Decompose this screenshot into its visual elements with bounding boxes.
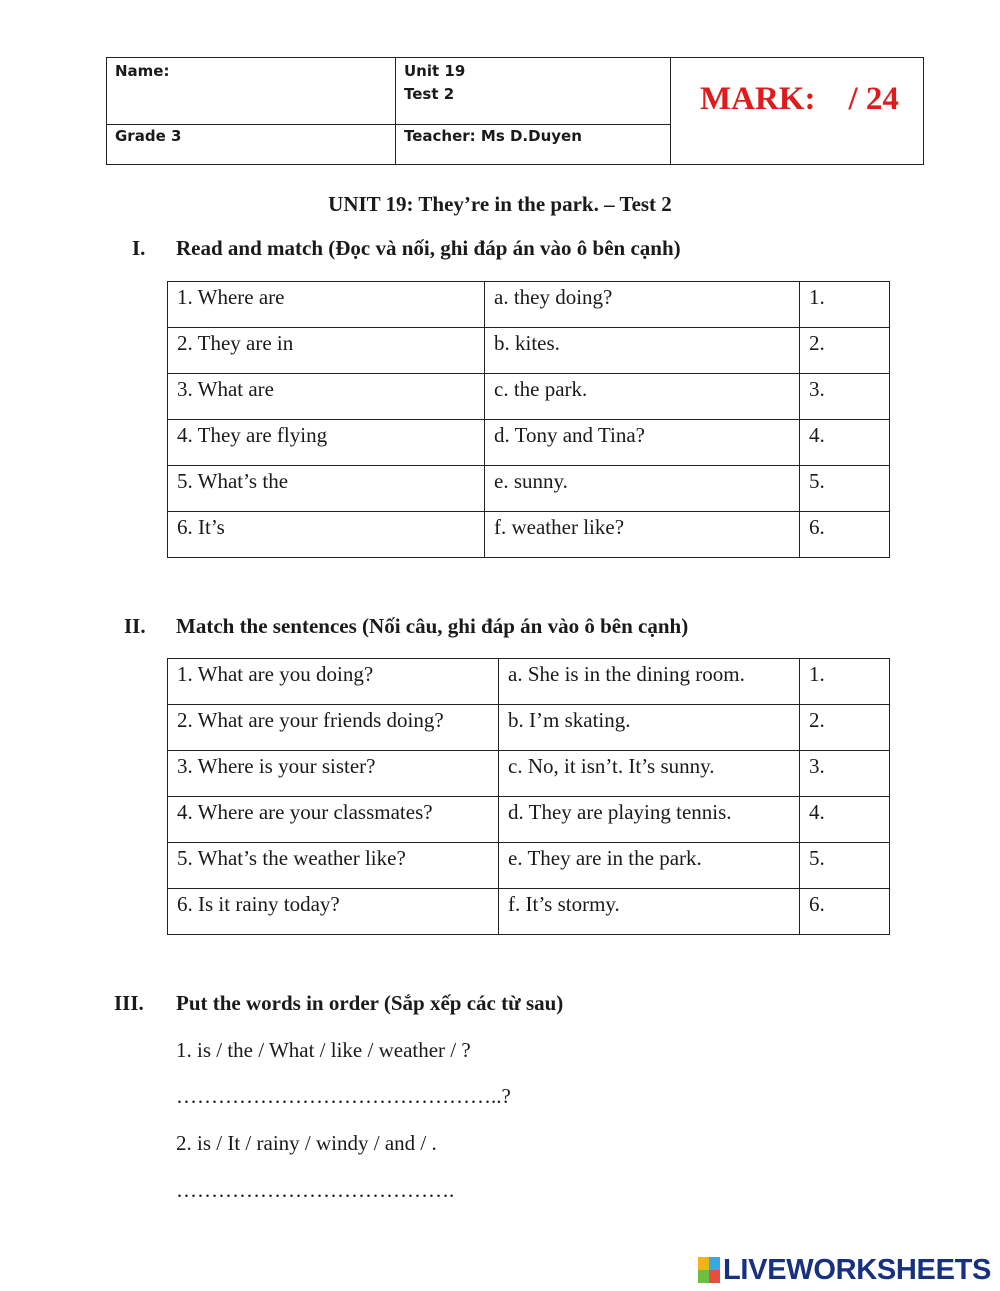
answer-cell[interactable]: 1. <box>800 659 890 705</box>
answer-cell[interactable]: 4. <box>800 797 890 843</box>
table-row <box>168 420 890 466</box>
prompt-cell: 5. What’s the <box>168 466 485 512</box>
prompt-cell: 1. Where are <box>168 282 485 328</box>
table-row <box>168 512 890 558</box>
table-row <box>168 843 890 889</box>
answer-cell[interactable]: 6. <box>800 889 890 935</box>
option-cell: d. Tony and Tina? <box>485 420 800 466</box>
option-cell: a. they doing? <box>485 282 800 328</box>
prompt-cell: 3. What are <box>168 374 485 420</box>
answer-cell[interactable]: 5. <box>800 843 890 889</box>
prompt-cell: 2. They are in <box>168 328 485 374</box>
answer-cell[interactable]: 3. <box>800 374 890 420</box>
unit-label: Unit 19 <box>404 62 466 80</box>
table-row <box>168 282 890 328</box>
order-prompt-1: 1. is / the / What / like / weather / ? <box>176 1038 471 1062</box>
order-answer-line-1[interactable]: ………………………………………..? <box>176 1084 511 1108</box>
table-row <box>168 466 890 512</box>
section1-number: I. <box>132 236 146 260</box>
grade-label: Grade 3 <box>115 127 182 145</box>
section3-title: Put the words in order (Sắp xếp các từ sau) <box>176 991 564 1015</box>
teacher-label: Teacher: Ms D.Duyen <box>404 127 582 145</box>
response-cell: a. She is in the dining room. <box>499 659 800 705</box>
answer-cell[interactable]: 6. <box>800 512 890 558</box>
question-cell: 2. What are your friends doing? <box>168 705 499 751</box>
header-divider-h <box>106 124 671 125</box>
response-cell: f. It’s stormy. <box>499 889 800 935</box>
section1-title: Read and match (Đọc và nối, ghi đáp án vào ô bên cạnh) <box>176 236 681 260</box>
answer-cell[interactable]: 2. <box>800 328 890 374</box>
order-prompt-2: 2. is / It / rainy / windy / and / . <box>176 1131 437 1155</box>
name-label: Name: <box>115 62 170 80</box>
answer-cell[interactable]: 3. <box>800 751 890 797</box>
page-title: UNIT 19: They’re in the park. – Test 2 <box>328 192 672 216</box>
section3-number: III. <box>114 991 144 1015</box>
question-cell: 1. What are you doing? <box>168 659 499 705</box>
option-cell: b. kites. <box>485 328 800 374</box>
question-cell: 5. What’s the weather like? <box>168 843 499 889</box>
table-row <box>168 328 890 374</box>
mark-label: MARK: / 24 <box>700 81 899 117</box>
section2-title: Match the sentences (Nối câu, ghi đáp án vào ô bên cạnh) <box>176 614 689 638</box>
response-cell: c. No, it isn’t. It’s sunny. <box>499 751 800 797</box>
table-row <box>168 705 890 751</box>
answer-cell[interactable]: 4. <box>800 420 890 466</box>
logo-mark-icon <box>698 1257 720 1283</box>
option-cell: f. weather like? <box>485 512 800 558</box>
header-divider-2 <box>670 57 671 165</box>
option-cell: e. sunny. <box>485 466 800 512</box>
table-row <box>168 797 890 843</box>
response-cell: e. They are in the park. <box>499 843 800 889</box>
prompt-cell: 4. They are flying <box>168 420 485 466</box>
answer-cell[interactable]: 5. <box>800 466 890 512</box>
liveworksheets-logo <box>698 1252 991 1288</box>
option-cell: c. the park. <box>485 374 800 420</box>
table-row <box>168 374 890 420</box>
table-row <box>168 659 890 705</box>
question-cell: 4. Where are your classmates? <box>168 797 499 843</box>
table-row <box>168 751 890 797</box>
prompt-cell: 6. It’s <box>168 512 485 558</box>
question-cell: 3. Where is your sister? <box>168 751 499 797</box>
section2-number: II. <box>124 614 146 638</box>
header-divider-1 <box>395 57 396 165</box>
answer-cell[interactable]: 1. <box>800 282 890 328</box>
logo-text: LIVEWORKSHEETS <box>723 1253 992 1286</box>
table-row <box>168 889 890 935</box>
response-cell: b. I’m skating. <box>499 705 800 751</box>
test-label: Test 2 <box>404 85 455 103</box>
section2-table <box>167 658 890 935</box>
answer-cell[interactable]: 2. <box>800 705 890 751</box>
response-cell: d. They are playing tennis. <box>499 797 800 843</box>
question-cell: 6. Is it rainy today? <box>168 889 499 935</box>
order-answer-line-2[interactable]: …………………………………. <box>176 1178 455 1202</box>
section1-table <box>167 281 890 558</box>
